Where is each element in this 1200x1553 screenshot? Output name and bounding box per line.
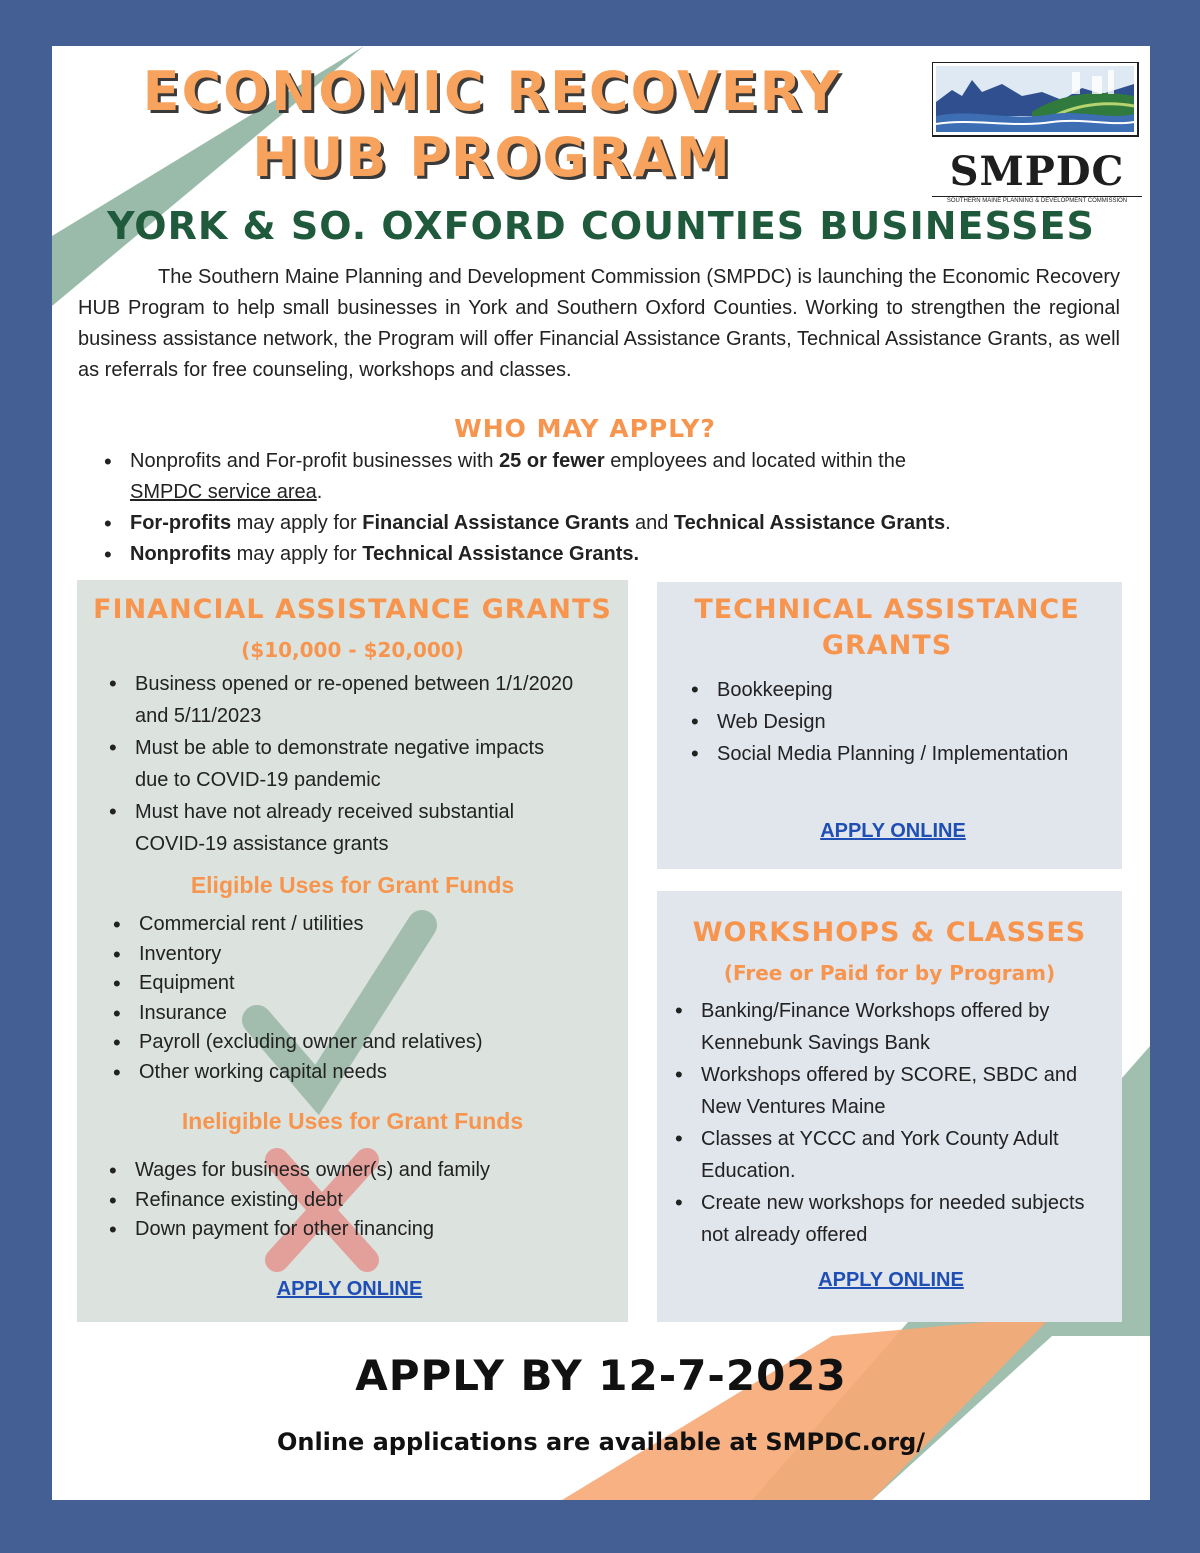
- apply-deadline: APPLY BY 12-7-2023: [355, 1351, 847, 1400]
- logo-name: SMPDC: [949, 148, 1125, 195]
- flyer-page: [52, 46, 1150, 1500]
- who-b2-text1: may apply for: [231, 512, 363, 534]
- logo-subtext: SOUTHERN MAINE PLANNING & DEVELOPMENT COMMISSION: [932, 196, 1142, 204]
- technical-services-list: [679, 674, 1079, 770]
- technical-heading-line-1: TECHNICAL ASSISTANCE: [694, 594, 1080, 625]
- list-item: [92, 539, 1112, 570]
- list-item: • Must be able to demonstrate negative impacts due to COVID-19 pandemic: [97, 732, 577, 796]
- list-item: • Banking/Finance Workshops offered by Kennebunk Savings Bank: [663, 995, 1113, 1059]
- who-b1-post: employees and located within the: [604, 450, 906, 472]
- list-item: • Other working capital needs: [101, 1058, 601, 1088]
- eligible-heading: Eligible Uses for Grant Funds: [190, 872, 515, 898]
- technical-apply-online-link[interactable]: APPLY ONLINE: [820, 820, 966, 842]
- who-b1-text: Nonprofits and For-profit businesses with: [130, 450, 500, 472]
- financial-assistance-box: [77, 580, 628, 1322]
- list-item: • Web Design: [679, 706, 1079, 738]
- who-b2-bold2: Financial Assistance Grants: [362, 512, 630, 534]
- list-item: • Classes at YCCC and York County Adult Education.: [663, 1123, 1113, 1187]
- title-line-2: HUB PROGRAM: [252, 126, 732, 189]
- smpdc-logo: [932, 62, 1142, 204]
- list-item: • Must have not already received substantial COVID-19 assistance grants: [97, 796, 577, 860]
- list-item: • Social Media Planning / Implementation: [679, 738, 1079, 770]
- deco-orange-bottom-right: [562, 1316, 1052, 1500]
- list-item: • Wages for business owner(s) and family: [97, 1156, 617, 1186]
- list-item: • Business opened or re-opened between 1/1/2020 and 5/11/2023: [97, 668, 577, 732]
- who-b2-end: .: [945, 512, 951, 534]
- financial-range: ($10,000 - $20,000): [241, 638, 464, 662]
- who-b3-bold1: Nonprofits: [130, 543, 232, 565]
- financial-heading: FINANCIAL ASSISTANCE GRANTS: [93, 594, 612, 625]
- list-item: • Down payment for other financing: [97, 1215, 617, 1245]
- who-b1-end: .: [316, 481, 323, 503]
- list-item: [92, 446, 1112, 508]
- service-area-link[interactable]: SMPDC service area: [130, 481, 317, 503]
- list-item: • Insurance: [101, 999, 601, 1029]
- workshops-classes-box: [657, 891, 1122, 1322]
- financial-apply-online-link[interactable]: APPLY ONLINE: [276, 1278, 423, 1300]
- list-item: • Workshops offered by SCORE, SBDC and New Ventures Maine: [663, 1059, 1113, 1123]
- who-b2-bold1: For-profits: [130, 512, 232, 534]
- logo-graphic: [932, 62, 1142, 146]
- list-item: • Payroll (excluding owner and relatives): [101, 1028, 601, 1058]
- list-item: • Refinance existing debt: [97, 1186, 617, 1216]
- financial-requirements-list: [97, 668, 577, 860]
- ineligible-uses-list: [97, 1156, 617, 1245]
- technical-assistance-box: [657, 582, 1122, 869]
- intro-paragraph: The Southern Maine Planning and Development Commission (SMPDC) is launching the Economic Recovery HUB Program to help small businesses in York and Southern Oxford Counties. Working to strengthen the regional business assistance network, the Program will offer Financial Assistance Grants, Technical Assistance Grants, as well as referrals for free counseling, workshops and classes.: [78, 266, 1120, 381]
- technical-heading-line-2: GRANTS: [821, 630, 953, 661]
- list-item: • Create new workshops for needed subjects not already offered: [663, 1187, 1113, 1251]
- workshops-apply-online-link[interactable]: APPLY ONLINE: [818, 1269, 964, 1291]
- who-b2-bold3: Technical Assistance Grants: [673, 512, 946, 534]
- list-item: • Commercial rent / utilities: [101, 910, 601, 940]
- eligible-uses-list: [101, 910, 601, 1087]
- who-b1-bold: 25 or fewer: [499, 450, 605, 472]
- workshops-list: [663, 995, 1113, 1251]
- subtitle: YORK & SO. OXFORD COUNTIES BUSINESSES: [107, 204, 1095, 248]
- title-line-1: ECONOMIC RECOVERY: [142, 60, 842, 123]
- list-item: [92, 508, 1112, 539]
- ineligible-heading: Ineligible Uses for Grant Funds: [181, 1108, 524, 1134]
- who-b2-text2: and: [629, 512, 674, 534]
- who-may-apply-list: [92, 446, 1112, 570]
- list-item: • Bookkeeping: [679, 674, 1079, 706]
- who-may-apply-heading: WHO MAY APPLY?: [454, 414, 716, 443]
- who-b3-bold2: Technical Assistance Grants.: [362, 543, 640, 565]
- who-b3-text1: may apply for: [231, 543, 363, 565]
- workshops-heading: WORKSHOPS & CLASSES: [692, 917, 1087, 948]
- workshops-sub: (Free or Paid for by Program): [723, 961, 1056, 985]
- list-item: • Equipment: [101, 969, 601, 999]
- list-item: • Inventory: [101, 940, 601, 970]
- online-applications-note: Online applications are available at SMPDC.org/: [276, 1428, 926, 1456]
